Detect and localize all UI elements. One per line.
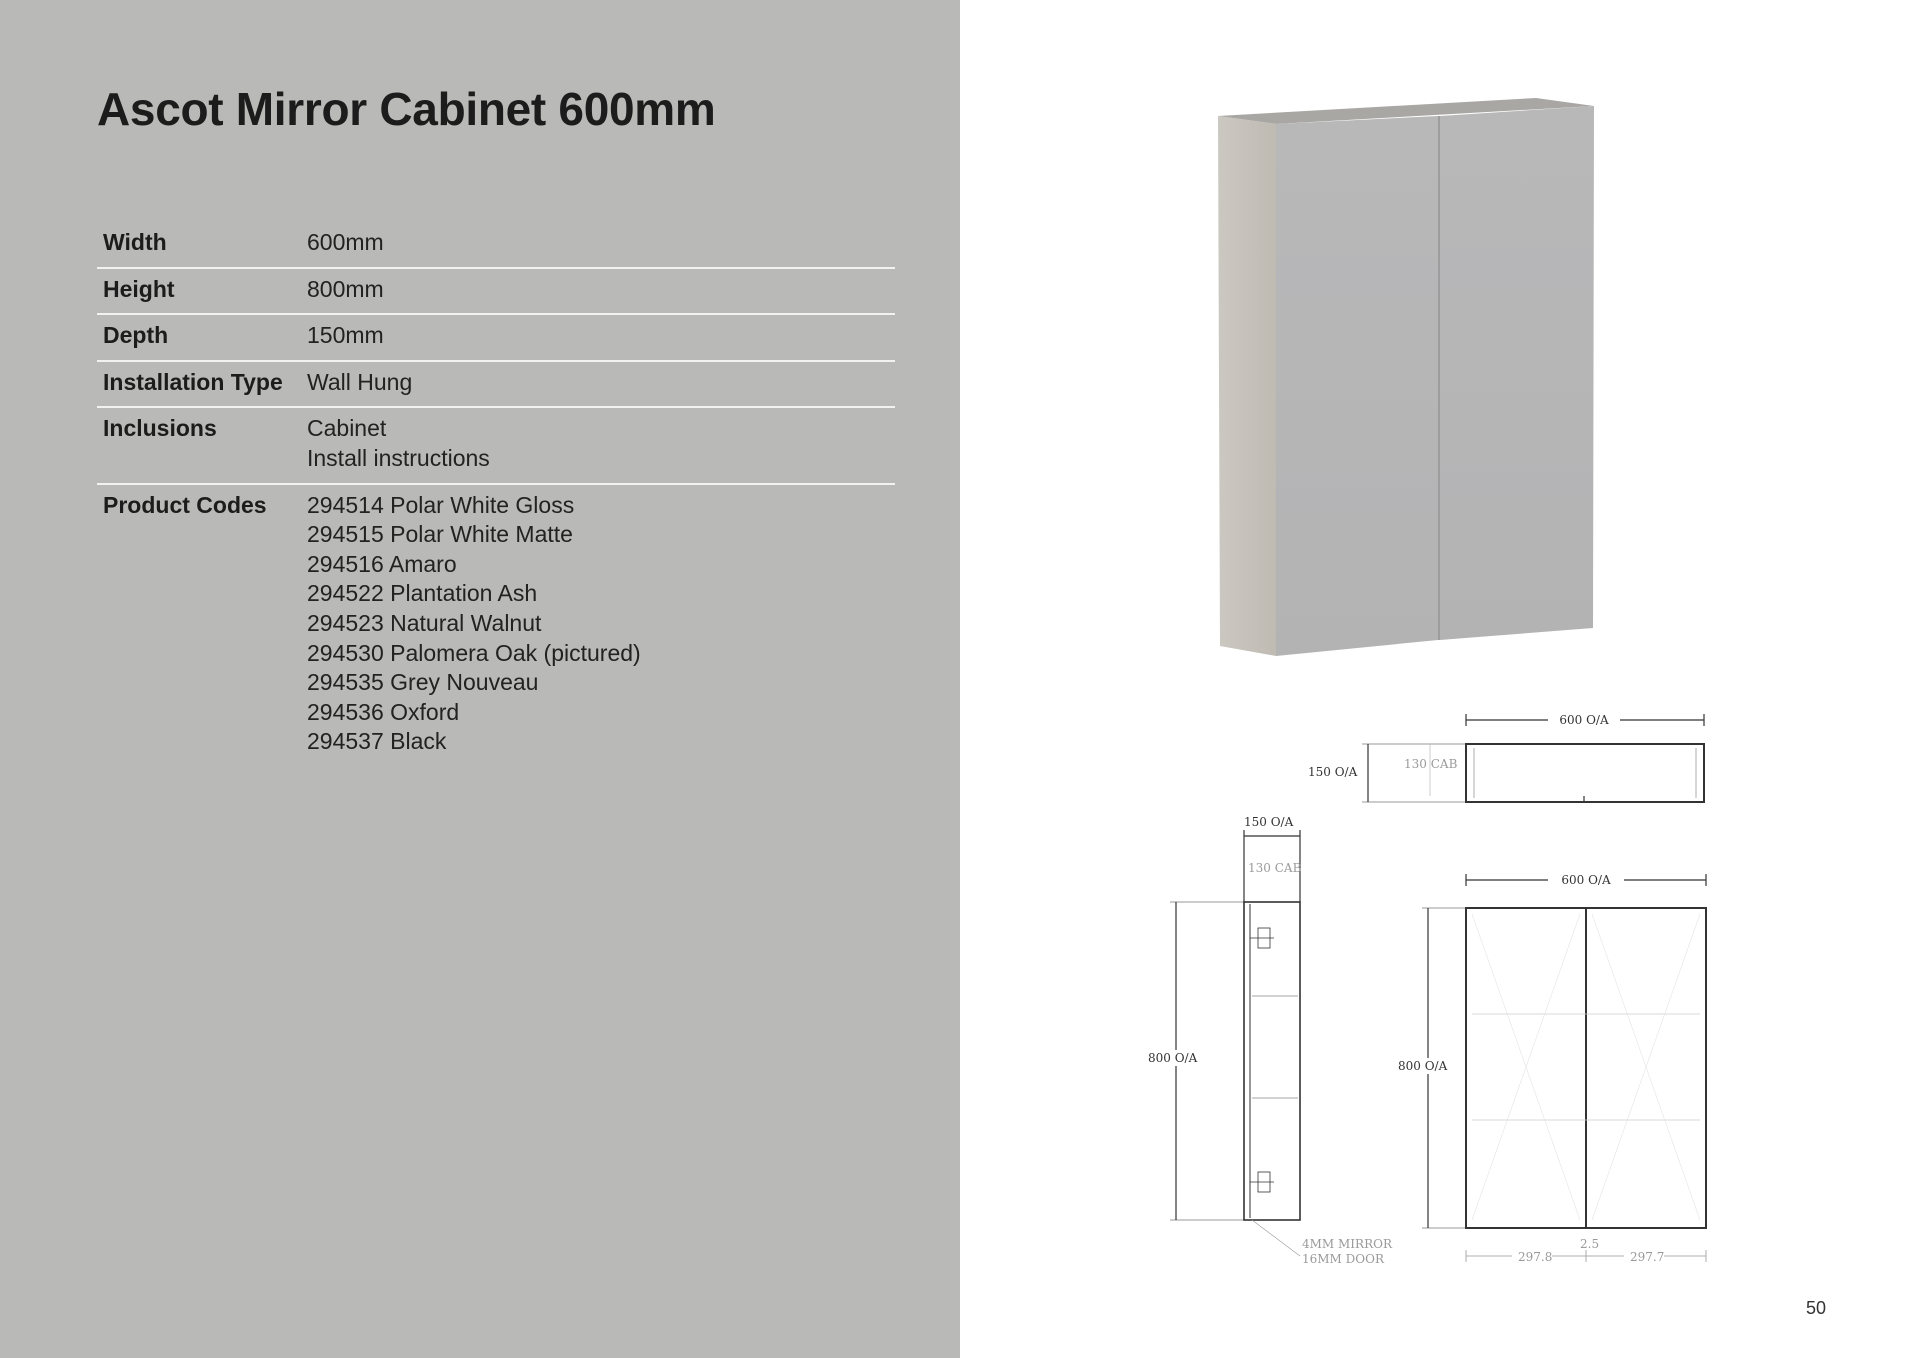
spec-value-line: 294535 Grey Nouveau bbox=[307, 669, 539, 696]
spec-value-line: 800mm bbox=[307, 275, 384, 302]
front-gap-dim: 2.5 bbox=[1580, 1237, 1600, 1251]
spec-row bbox=[97, 268, 895, 315]
side-depth-label: 150 O/A bbox=[1244, 815, 1294, 829]
spec-value bbox=[301, 268, 895, 315]
spec-value bbox=[301, 222, 895, 268]
cabinet-left-door bbox=[1276, 116, 1438, 656]
top-depth-label: 150 O/A bbox=[1308, 765, 1358, 779]
spec-label: Width bbox=[97, 222, 301, 268]
top-cab-label: 130 CAB bbox=[1404, 757, 1458, 771]
spec-value-line: Wall Hung bbox=[307, 368, 413, 395]
side-note-door: 16MM DOOR bbox=[1302, 1252, 1384, 1266]
front-view bbox=[1396, 870, 1706, 1264]
cabinet-side-panel bbox=[1218, 116, 1276, 656]
spec-table bbox=[97, 222, 895, 766]
spec-row bbox=[97, 222, 895, 268]
spec-value-line: Install instructions bbox=[307, 444, 490, 471]
spec-row bbox=[97, 407, 895, 483]
spec-value-line: 294516 Amaro bbox=[307, 550, 457, 577]
spec-label: Product Codes bbox=[103, 491, 267, 518]
spec-value-line: 294530 Palomera Oak (pictured) bbox=[307, 639, 641, 666]
cabinet-right-door bbox=[1440, 106, 1594, 640]
spec-row bbox=[97, 314, 895, 361]
side-view bbox=[1144, 815, 1393, 1266]
spec-value-line: 294522 Plantation Ash bbox=[307, 580, 538, 607]
spec-label: Inclusions bbox=[97, 407, 301, 483]
spec-row bbox=[97, 484, 895, 766]
spec-label: Installation Type bbox=[97, 361, 301, 408]
front-width-label: 600 O/A bbox=[1561, 873, 1611, 887]
top-width-label: 600 O/A bbox=[1559, 713, 1609, 727]
front-height-label: 800 O/A bbox=[1398, 1059, 1448, 1073]
spec-value-line: 294523 Natural Walnut bbox=[307, 609, 542, 636]
spec-value-line: 294514 Polar White Gloss bbox=[307, 491, 575, 518]
side-note-mirror: 4MM MIRROR bbox=[1302, 1237, 1392, 1251]
spec-value bbox=[301, 484, 895, 766]
front-right-dim: 297.7 bbox=[1630, 1250, 1665, 1264]
spec-value-line: 600mm bbox=[307, 229, 384, 255]
spec-label: Height bbox=[97, 268, 301, 315]
front-left-dim: 297.8 bbox=[1518, 1250, 1553, 1264]
cabinet-render bbox=[1210, 88, 1610, 668]
spec-value-line: 150mm bbox=[307, 322, 384, 349]
spec-label: Depth bbox=[97, 314, 301, 361]
page-title: Ascot Mirror Cabinet 600mm bbox=[97, 83, 716, 135]
top-view bbox=[1308, 710, 1704, 802]
side-height-label: 800 O/A bbox=[1148, 1051, 1198, 1065]
spec-value bbox=[301, 361, 895, 408]
spec-row bbox=[97, 361, 895, 408]
side-cab-label: 130 CAB bbox=[1248, 861, 1302, 875]
technical-drawing bbox=[1140, 700, 1740, 1280]
spec-value-line: Cabinet bbox=[307, 415, 387, 442]
spec-value-line: 294515 Polar White Matte bbox=[307, 521, 573, 548]
spec-value bbox=[301, 407, 895, 483]
spec-value-line: 294536 Oxford bbox=[307, 698, 460, 725]
page-number: 50 bbox=[1805, 1298, 1826, 1318]
spec-value-line: 294537 Black bbox=[307, 728, 447, 755]
spec-value bbox=[301, 314, 895, 361]
